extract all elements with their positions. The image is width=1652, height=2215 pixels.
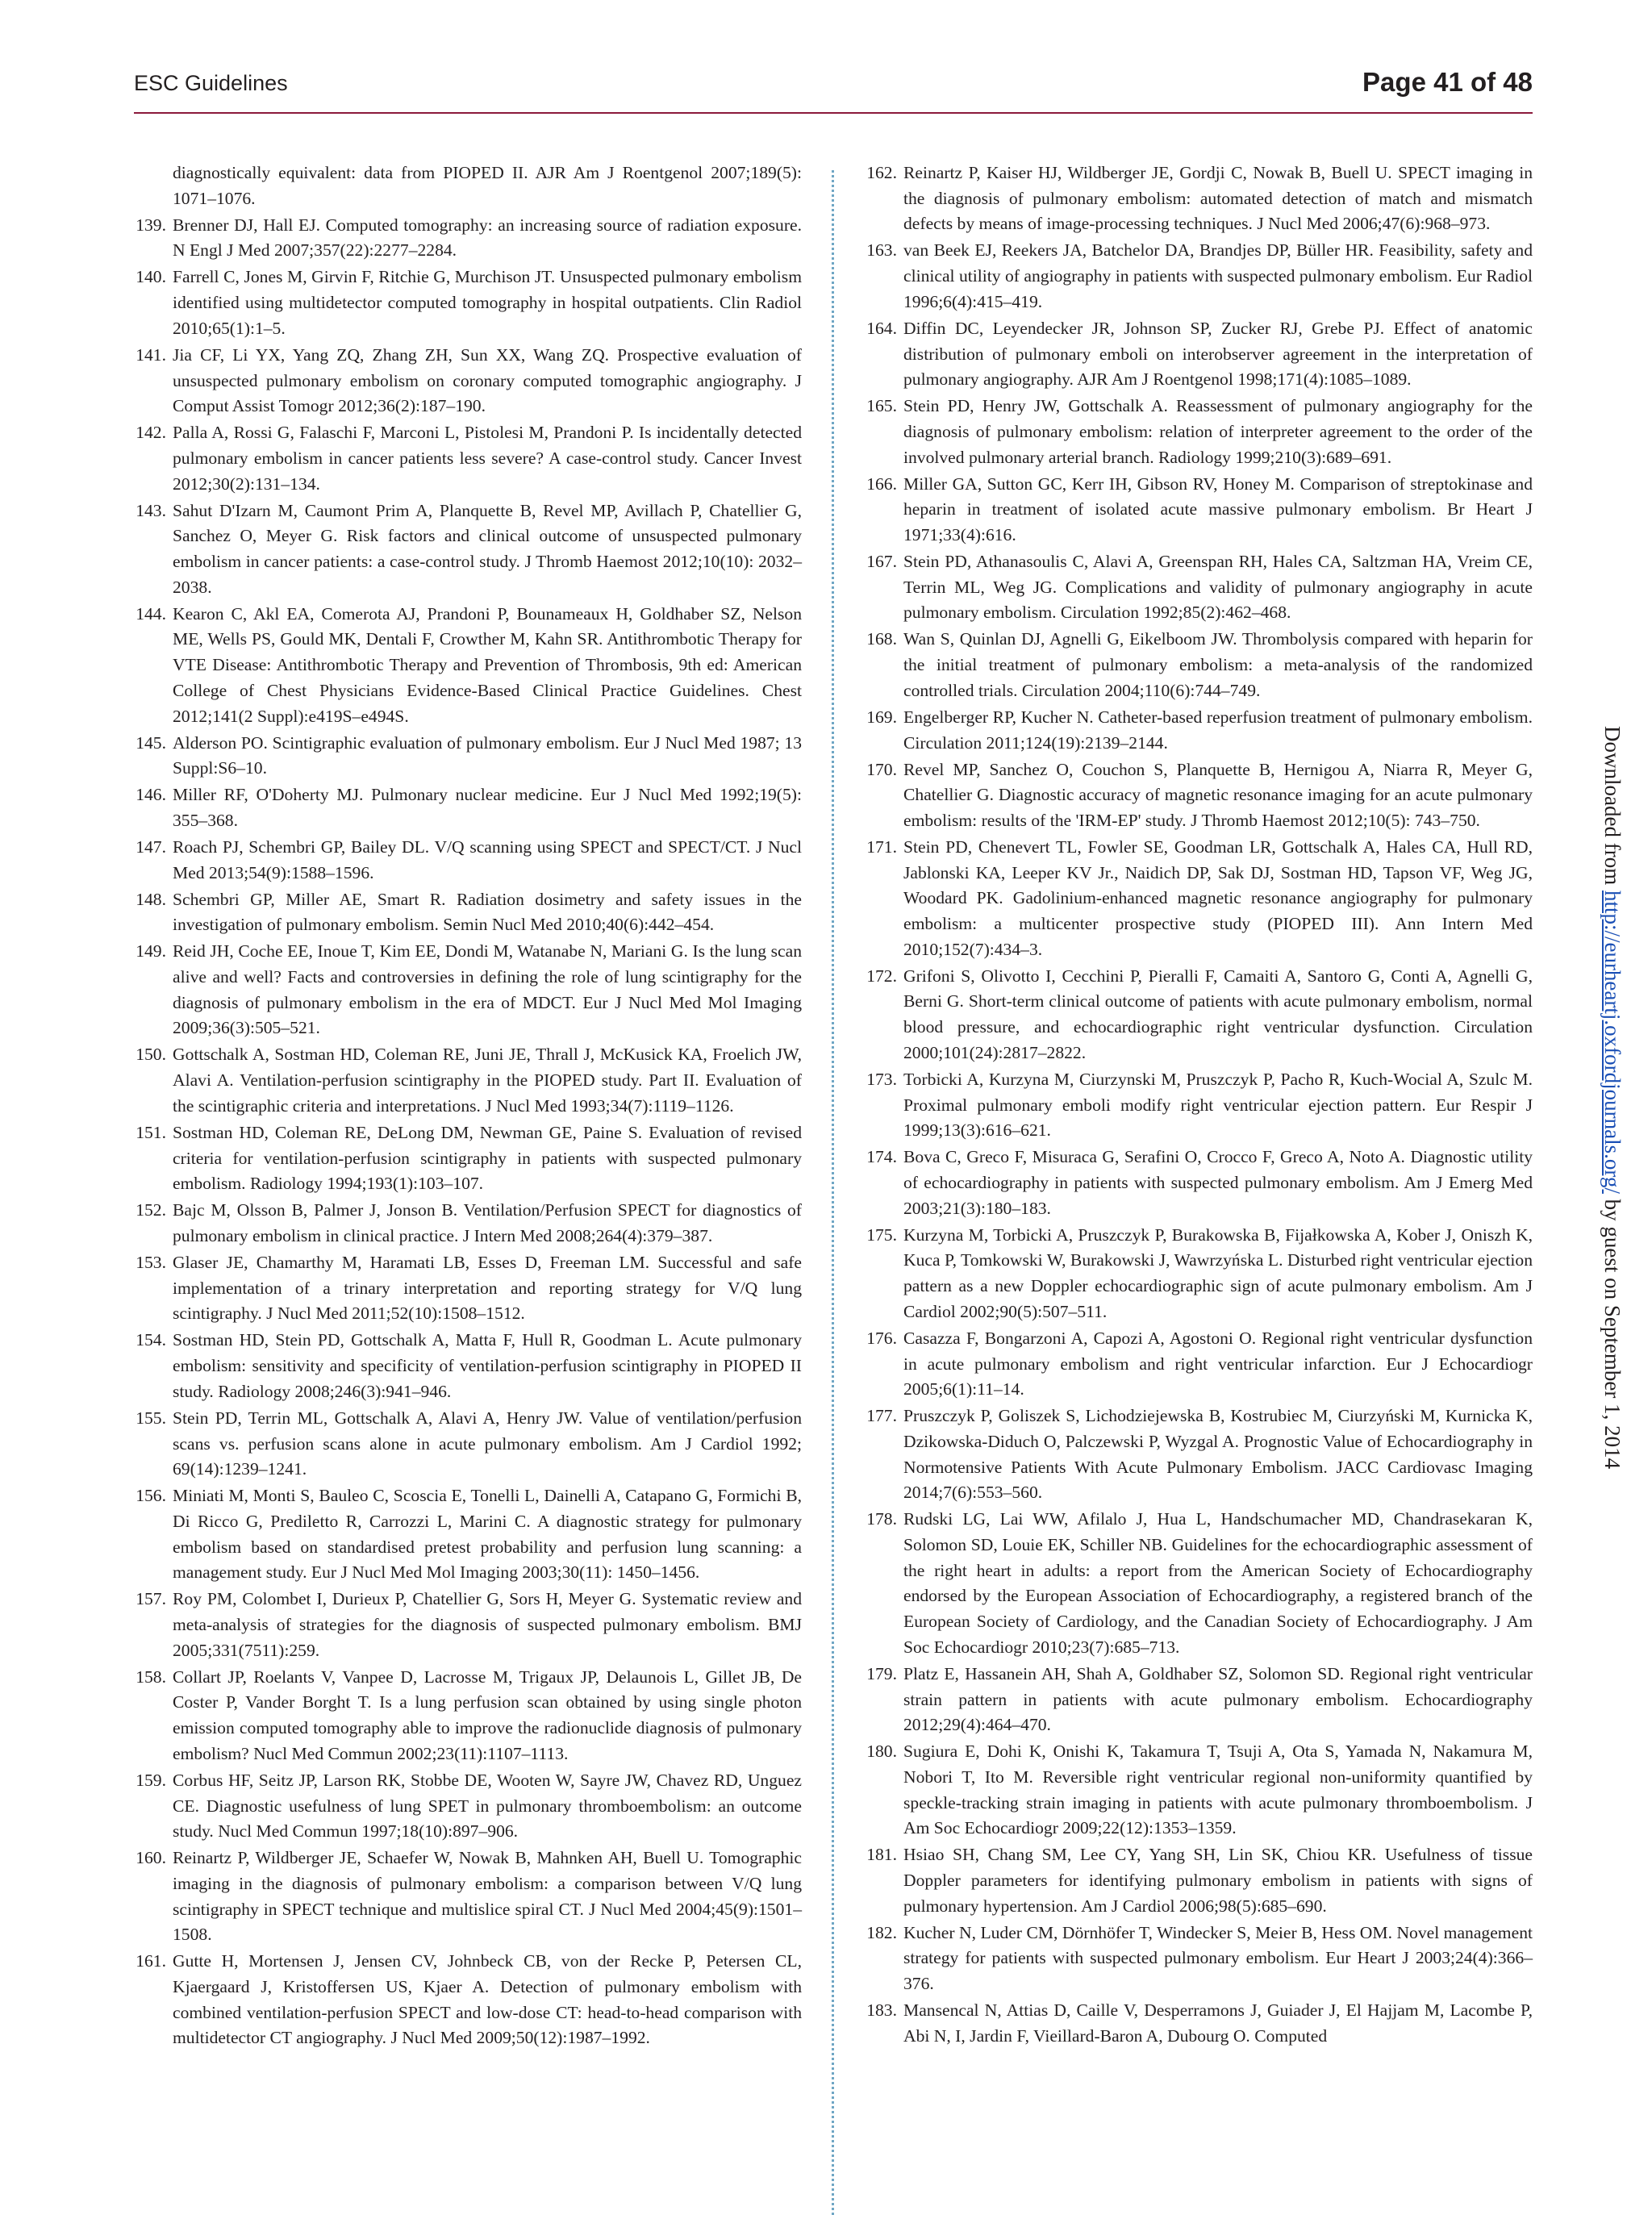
reference-item xyxy=(134,213,802,264)
reference-item xyxy=(134,1198,802,1249)
reference-item xyxy=(134,1328,802,1404)
reference-number: 166. xyxy=(866,473,897,494)
reference-item xyxy=(865,1739,1533,1842)
reference-item xyxy=(134,498,802,601)
column-divider xyxy=(832,170,834,2215)
reference-number: 139. xyxy=(136,215,166,235)
reference-text: Sugiura E, Dohi K, Onishi K, Takamura T, Tsuji A, Ota S, Yamada N, Nakamura M, Nobori T, Ito M. Reversible right ventricular regional non-uniformity quantified by speckle-tracking strain imaging in patients with acute pulmonary thromboembolism. J Am Soc Echocardiogr 2009;22(12):1353–1359. xyxy=(903,1742,1533,1838)
reference-item xyxy=(865,835,1533,963)
reference-number: 164. xyxy=(866,318,897,338)
reference-item xyxy=(134,1768,802,1845)
reference-item xyxy=(865,238,1533,315)
reference-number: 148. xyxy=(136,889,166,909)
reference-text: Torbicki A, Kurzyna M, Ciurzynski M, Pruszczyk P, Pacho R, Kuch-Wocial A, Szulc M. Proximal pulmonary emboli modify right ventricular ejection pattern. Eur Respir J 1999;13(3):616–621. xyxy=(903,1069,1533,1141)
reference-number: 165. xyxy=(866,396,897,416)
reference-number: 157. xyxy=(136,1589,166,1609)
reference-text: Miller GA, Sutton GC, Kerr IH, Gibson RV, Honey M. Comparison of streptokinase and heparin in treatment of isolated acute massive pulmonary embolism. Br Heart J 1971;33(4):616. xyxy=(903,473,1533,545)
reference-number: 182. xyxy=(866,1922,897,1942)
reference-text: Roy PM, Colombet I, Durieux P, Chatellier G, Sors H, Meyer G. Systematic review and meta-analysis of strategies for the diagnosis of suspected pulmonary embolism. BMJ 2005;331(7511):259. xyxy=(173,1589,802,1660)
reference-number: 179. xyxy=(866,1663,897,1683)
reference-item xyxy=(865,757,1533,834)
reference-number: 177. xyxy=(866,1406,897,1426)
reference-number: 183. xyxy=(866,2000,897,2021)
reference-text: Kucher N, Luder CM, Dörnhöfer T, Windecker S, Meier B, Hess OM. Novel management strategy for patients with suspected pulmonary embolism. Eur Heart J 2003;24(4):366–376. xyxy=(903,1922,1533,1994)
reference-item xyxy=(134,1250,802,1327)
reference-text: Reinartz P, Kaiser HJ, Wildberger JE, Gordji C, Nowak B, Buell U. SPECT imaging in the diagnosis of pulmonary embolism: automated detection of match and mismatch defects by means of image-processing techniques. J Nucl Med 2006;47(6):968–973. xyxy=(903,163,1533,234)
header-rule xyxy=(134,112,1533,114)
reference-number: 160. xyxy=(136,1848,166,1868)
reference-text: Collart JP, Roelants V, Vanpee D, Lacrosse M, Trigaux JP, Delaunois L, Gillet JB, De Coster P, Vander Borght T. Is a lung perfusion scan obtained by using single photon emission computed tomography able to improve the radionuclide diagnosis of pulmonary embolism? Nucl Med Commun 2002;23(11):1107–1113. xyxy=(173,1666,802,1763)
reference-item xyxy=(865,1507,1533,1660)
reference-number: 163. xyxy=(866,240,897,261)
reference-number: 162. xyxy=(866,163,897,182)
reference-item xyxy=(865,1145,1533,1221)
reference-item xyxy=(134,161,802,211)
reference-text: Schembri GP, Miller AE, Smart R. Radiation dosimetry and safety issues in the investigation of pulmonary embolism. Semin Nucl Med 2010;40(6):442–454. xyxy=(173,889,802,935)
download-note xyxy=(1599,726,1626,1823)
reference-number: 141. xyxy=(136,344,166,365)
reference-item xyxy=(134,420,802,497)
reference-item xyxy=(134,265,802,341)
reference-item xyxy=(865,705,1533,756)
reference-number: 174. xyxy=(866,1147,897,1167)
reference-text: Miller RF, O'Doherty MJ. Pulmonary nuclear medicine. Eur J Nucl Med 1992;19(5): 355–368. xyxy=(173,785,802,830)
reference-item xyxy=(865,1662,1533,1738)
reference-text: Sostman HD, Stein PD, Gottschalk A, Matta F, Hull R, Goodman L. Acute pulmonary embolism: sensitivity and specificity of ventilation-perfusion scintigraphy in PIOPED II study. Radiology 2008;246(3):941–946. xyxy=(173,1330,802,1401)
reference-text: Kearon C, Akl EA, Comerota AJ, Prandoni P, Bounameaux H, Goldhaber SZ, Nelson ME, Wells PS, Gould MK, Dentali F, Crowther M, Kahn SR. Antithrombotic Therapy for VTE Disease: Antithrombotic Therapy and Prevention of Thrombosis, 9th ed: American College of Chest Physicians Evidence-Based Clinical Practice Guidelines. Chest 2012;141(2 Suppl):e419S–e494S. xyxy=(173,603,802,726)
reference-number: 159. xyxy=(136,1770,166,1790)
reference-number: 161. xyxy=(136,1951,166,1971)
reference-number: 169. xyxy=(866,707,897,727)
journal-name: ESC Guidelines xyxy=(134,71,288,95)
reference-text: Bova C, Greco F, Misuraca G, Serafini O, Crocco F, Greco A, Noto A. Diagnostic utility of echocardiography in patients with suspected pulmonary embolism. Am J Emerg Med 2003;21(3):180–183. xyxy=(903,1147,1533,1218)
reference-number: 155. xyxy=(136,1408,166,1428)
reference-item xyxy=(134,1120,802,1197)
page-header xyxy=(134,69,1533,106)
reference-number: 151. xyxy=(136,1122,166,1142)
page-number: Page 41 of 48 xyxy=(1362,67,1533,97)
reference-number: 180. xyxy=(866,1742,897,1762)
reference-number: 154. xyxy=(136,1330,166,1350)
reference-number: 143. xyxy=(136,500,166,520)
reference-item xyxy=(865,1921,1533,1997)
reference-text: Mansencal N, Attias D, Caille V, Desperramons J, Guiader J, El Hajjam M, Lacombe P, Abi N, I, Jardin F, Vieillard-Baron A, Dubourg O. Computed xyxy=(903,2000,1533,2046)
reference-number: 167. xyxy=(866,552,897,572)
reference-item xyxy=(865,1067,1533,1144)
reference-item xyxy=(134,939,802,1041)
reference-text: Diffin DC, Leyendecker JR, Johnson SP, Zucker RJ, Grebe PJ. Effect of anatomic distribution of pulmonary emboli on interobserver agreement in the interpretation of pulmonary angiography. AJR Am J Roentgenol 1998;171(4):1085–1089. xyxy=(903,318,1533,390)
reference-number: 156. xyxy=(136,1486,166,1506)
reference-number: 171. xyxy=(866,836,897,857)
reference-number: 176. xyxy=(866,1328,897,1348)
reference-text: Jia CF, Li YX, Yang ZQ, Zhang ZH, Sun XX, Wang ZQ. Prospective evaluation of unsuspected pulmonary embolism on coronary computed tomographic angiography. J Comput Assist Tomogr 2012;36(2):187–190. xyxy=(173,344,802,416)
reference-text: Gutte H, Mortensen J, Jensen CV, Johnbeck CB, von der Recke P, Petersen CL, Kjaergaard J, Kristoffersen US, Kjaer A. Detection of pulmonary embolism with combined ventilation-perfusion SPECT and low-dose CT: head-to-head comparison with multidetector CT angiography. J Nucl Med 2009;50(12):1987–1992. xyxy=(173,1951,802,2048)
reference-item xyxy=(865,1326,1533,1403)
reference-text: Bajc M, Olsson B, Palmer J, Jonson B. Ventilation/Perfusion SPECT for diagnostics of pulmonary embolism in clinical practice. J Intern Med 2008;264(4):379–387. xyxy=(173,1200,802,1245)
reference-text: Grifoni S, Olivotto I, Cecchini P, Pieralli F, Camaiti A, Santoro G, Conti A, Agnelli G, Berni G. Short-term clinical outcome of patients with acute pulmonary embolism, normal blood pressure, and echocardiographic right ventricular dysfunction. Circulation 2000;101(24):2817–2822. xyxy=(903,966,1533,1062)
reference-text: Sahut D'Izarn M, Caumont Prim A, Planquette B, Revel MP, Avillach P, Chatellier G, Sanchez O, Meyer G. Risk factors and clinical outcome of unsuspected pulmonary embolism in cancer patients: a case-control study. J Thromb Haemost 2012;10(10): 2032–2038. xyxy=(173,500,802,597)
reference-text: Stein PD, Henry JW, Gottschalk A. Reassessment of pulmonary angiography for the diagnosis of pulmonary embolism: relation of interpreter agreement to the order of the involved pulmonary arterial branch. Radiology 1999;210(3):689–691. xyxy=(903,396,1533,467)
reference-text: Palla A, Rossi G, Falaschi F, Marconi L, Pistolesi M, Prandoni P. Is incidentally detected pulmonary embolism in cancer patients less severe? A case-control study. Cancer Invest 2012;30(2):131–134. xyxy=(173,423,802,494)
reference-item xyxy=(134,1949,802,2051)
reference-text: Revel MP, Sanchez O, Couchon S, Planquette B, Hernigou A, Niarra R, Meyer G, Chatellier G. Diagnostic accuracy of magnetic resonance imaging for an acute pulmonary embolism: results of the 'IRM-EP' study. J Thromb Haemost 2012;10(5): 743–750. xyxy=(903,759,1533,830)
reference-text: Rudski LG, Lai WW, Afilalo J, Hua L, Handschumacher MD, Chandrasekaran K, Solomon SD, Louie EK, Schiller NB. Guidelines for the echocardiographic assessment of the right heart in adults: a report from the American Society of Echocardiography endorsed by the European Association of Echocardiography, a registered branch of the European Society of Cardiology, and the Canadian Society of Echocardiography. J Am Soc Echocardiogr 2010;23(7):685–713. xyxy=(903,1509,1533,1657)
reference-item xyxy=(865,316,1533,393)
reference-text: Stein PD, Athanasoulis C, Alavi A, Greenspan RH, Hales CA, Saltzman HA, Vreim CE, Terrin ML, Weg JG. Complications and validity of pulmonary angiography in acute pulmonary embolism. Circulation 1992;85(2):462–468. xyxy=(903,552,1533,623)
download-note-link[interactable]: http://eurheartj.oxfordjournals.org/ xyxy=(1600,890,1625,1194)
reference-text: Roach PJ, Schembri GP, Bailey DL. V/Q scanning using SPECT and SPECT/CT. J Nucl Med 2013;54(9):1588–1596. xyxy=(173,836,802,882)
reference-number: 173. xyxy=(866,1069,897,1089)
reference-number: 172. xyxy=(866,966,897,986)
reference-number: 145. xyxy=(136,732,166,753)
reference-text: Miniati M, Monti S, Bauleo C, Scoscia E, Tonelli L, Dainelli A, Catapano G, Formichi B, Di Ricco G, Prediletto R, Carrozzi L, Marini C. A diagnostic strategy for pulmonary embolism based on standardised pretest probability and perfusion lung scanning: a management study. Eur J Nucl Med Mol Imaging 2003;30(11): 1450–1456. xyxy=(173,1486,802,1583)
reference-item xyxy=(865,964,1533,1066)
reference-text: Reinartz P, Wildberger JE, Schaefer W, Nowak B, Mahnken AH, Buell U. Tomographic imaging in the diagnosis of pulmonary embolism: a comparison between V/Q lung scintigraphy in SPECT technique and multislice spiral CT. J Nucl Med 2004;45(9):1501–1508. xyxy=(173,1848,802,1945)
reference-text: Gottschalk A, Sostman HD, Coleman RE, Juni JE, Thrall J, McKusick KA, Froelich JW, Alavi A. Ventilation-perfusion scintigraphy in the PIOPED study. Part II. Evaluation of the scintigraphic criteria and interpretations. J Nucl Med 1993;34(7):1119–1126. xyxy=(173,1045,802,1116)
reference-number: 152. xyxy=(136,1200,166,1220)
reference-item xyxy=(134,1483,802,1586)
reference-text: Farrell C, Jones M, Girvin F, Ritchie G, Murchison JT. Unsuspected pulmonary embolism identified using multidetector computed tomography in hospital outpatients. Clin Radiol 2010;65(1):1–5. xyxy=(173,267,802,338)
reference-item xyxy=(134,602,802,730)
reference-number: 170. xyxy=(866,759,897,779)
reference-number: 146. xyxy=(136,785,166,805)
reference-item xyxy=(865,1998,1533,2049)
reference-number: 140. xyxy=(136,267,166,287)
download-note-suffix: by guest on September 1, 2014 xyxy=(1600,1193,1625,1470)
reference-number: 142. xyxy=(136,423,166,443)
reference-number: 147. xyxy=(136,836,166,857)
reference-item xyxy=(865,472,1533,549)
reference-item xyxy=(865,1842,1533,1919)
reference-number: 175. xyxy=(866,1224,897,1245)
reference-text: van Beek EJ, Reekers JA, Batchelor DA, Brandjes DP, Büller HR. Feasibility, safety and clinical utility of angiography in patients with suspected pulmonary embolism. Eur Radiol 1996;6(4):415–419. xyxy=(903,240,1533,311)
reference-number: 181. xyxy=(866,1845,897,1865)
reference-item xyxy=(865,1404,1533,1506)
reference-number: 144. xyxy=(136,603,166,624)
reference-text: Engelberger RP, Kucher N. Catheter-based reperfusion treatment of pulmonary embolism. Circulation 2011;124(19):2139–2144. xyxy=(903,707,1533,753)
reference-text: Corbus HF, Seitz JP, Larson RK, Stobbe DE, Wooten W, Sayre JW, Chavez RD, Unguez CE. Diagnostic usefulness of lung SPET in pulmonary thromboembolism: an outcome study. Nucl Med Commun 1997;18(10):897–906. xyxy=(173,1770,802,1842)
reference-number: 178. xyxy=(866,1509,897,1529)
reference-item xyxy=(134,782,802,833)
reference-text: Alderson PO. Scintigraphic evaluation of pulmonary embolism. Eur J Nucl Med 1987; 13 Suppl:S6–10. xyxy=(173,732,802,778)
reference-item xyxy=(134,1846,802,1948)
reference-text: Wan S, Quinlan DJ, Agnelli G, Eikelboom JW. Thrombolysis compared with heparin for the initial treatment of pulmonary embolism: a meta-analysis of the randomized controlled trials. Circulation 2004;110(6):744–749. xyxy=(903,629,1533,700)
reference-item xyxy=(134,731,802,782)
reference-item xyxy=(865,1223,1533,1325)
reference-text: Hsiao SH, Chang SM, Lee CY, Yang SH, Lin SK, Chiou KR. Usefulness of tissue Doppler parameters for identifying pulmonary embolism in patients with signs of pulmonary hypertension. Am J Cardiol 2006;98(5):685–690. xyxy=(903,1845,1533,1916)
reference-number: 150. xyxy=(136,1045,166,1065)
reference-number: 149. xyxy=(136,941,166,962)
reference-text: Sostman HD, Coleman RE, DeLong DM, Newman GE, Paine S. Evaluation of revised criteria for ventilation-perfusion scintigraphy in patients with suspected pulmonary embolism. Radiology 1994;193(1):103–107. xyxy=(173,1122,802,1194)
reference-text: Glaser JE, Chamarthy M, Haramati LB, Esses D, Freeman LM. Successful and safe implementation of a trinary interpretation and reporting strategy for V/Q lung scintigraphy. J Nucl Med 2011;52(10):1508–1512. xyxy=(173,1252,802,1324)
reference-number: 158. xyxy=(136,1666,166,1687)
reference-column-right xyxy=(865,161,1533,2050)
reference-text: Casazza F, Bongarzoni A, Capozi A, Agostoni O. Regional right ventricular dysfunction in acute pulmonary embolism and right ventricular infarction. Eur J Echocardiogr 2005;6(1):11–14. xyxy=(903,1328,1533,1399)
reference-text: Stein PD, Chenevert TL, Fowler SE, Goodman LR, Gottschalk A, Hales CA, Hull RD, Jablonski KA, Leeper KV Jr., Naidich DP, Sak DJ, Sostman HD, Tapson VF, Weg JG, Woodard PK. Gadolinium-enhanced magnetic resonance angiography for pulmonary embolism: a multicenter prospective study (PIOPED III). Ann Intern Med 2010;152(7):434–3. xyxy=(903,836,1533,959)
reference-text: Stein PD, Terrin ML, Gottschalk A, Alavi A, Henry JW. Value of ventilation/perfusion scans vs. perfusion scans alone in acute pulmonary embolism. Am J Cardiol 1992; 69(14):1239–1241. xyxy=(173,1408,802,1479)
reference-item xyxy=(865,627,1533,703)
reference-text: Platz E, Hassanein AH, Shah A, Goldhaber SZ, Solomon SD. Regional right ventricular strain pattern in patients with acute pulmonary embolism. Echocardiography 2012;29(4):464–470. xyxy=(903,1663,1533,1735)
reference-text: Reid JH, Coche EE, Inoue T, Kim EE, Dondi M, Watanabe N, Mariani G. Is the lung scan alive and well? Facts and controversies in defining the role of lung scintigraphy for the diagnosis of pulmonary embolism in the era of MDCT. Eur J Nucl Med Mol Imaging 2009;36(3):505–521. xyxy=(173,941,802,1038)
reference-number: 153. xyxy=(136,1252,166,1272)
reference-number: 168. xyxy=(866,629,897,649)
reference-text: Pruszczyk P, Goliszek S, Lichodziejewska B, Kostrubiec M, Ciurzyński M, Kurnicka K, Dzikowska-Diduch O, Palczewski P, Wyzgal A. Prognostic Value of Echocardiography in Normotensive Patients With Acute Pulmonary Embolism. JACC Cardiovasc Imaging 2014;7(6):553–560. xyxy=(903,1406,1533,1503)
reference-item xyxy=(865,394,1533,470)
download-note-prefix: Downloaded from xyxy=(1600,726,1625,891)
reference-item xyxy=(865,549,1533,626)
reference-column-left xyxy=(134,161,802,2052)
reference-item xyxy=(865,161,1533,237)
reference-item xyxy=(134,1042,802,1119)
reference-item xyxy=(134,1665,802,1767)
reference-text: Kurzyna M, Torbicki A, Pruszczyk P, Burakowska B, Fijałkowska A, Kober J, Oniszh K, Kuca P, Tomkowski W, Burakowski J, Wawrzyńska L. Disturbed right ventricular ejection pattern as a new Doppler echocardiographic sign of acute pulmonary embolism. Am J Cardiol 2002;90(5):507–511. xyxy=(903,1224,1533,1321)
reference-item xyxy=(134,835,802,886)
reference-item xyxy=(134,343,802,419)
reference-text: diagnostically equivalent: data from PIOPED II. AJR Am J Roentgenol 2007;189(5): 1071–1076. xyxy=(173,163,802,208)
reference-item xyxy=(134,887,802,938)
reference-item xyxy=(134,1587,802,1663)
reference-item xyxy=(134,1406,802,1483)
reference-text: Brenner DJ, Hall EJ. Computed tomography: an increasing source of radiation exposure. N Engl J Med 2007;357(22):2277–2284. xyxy=(173,215,802,261)
